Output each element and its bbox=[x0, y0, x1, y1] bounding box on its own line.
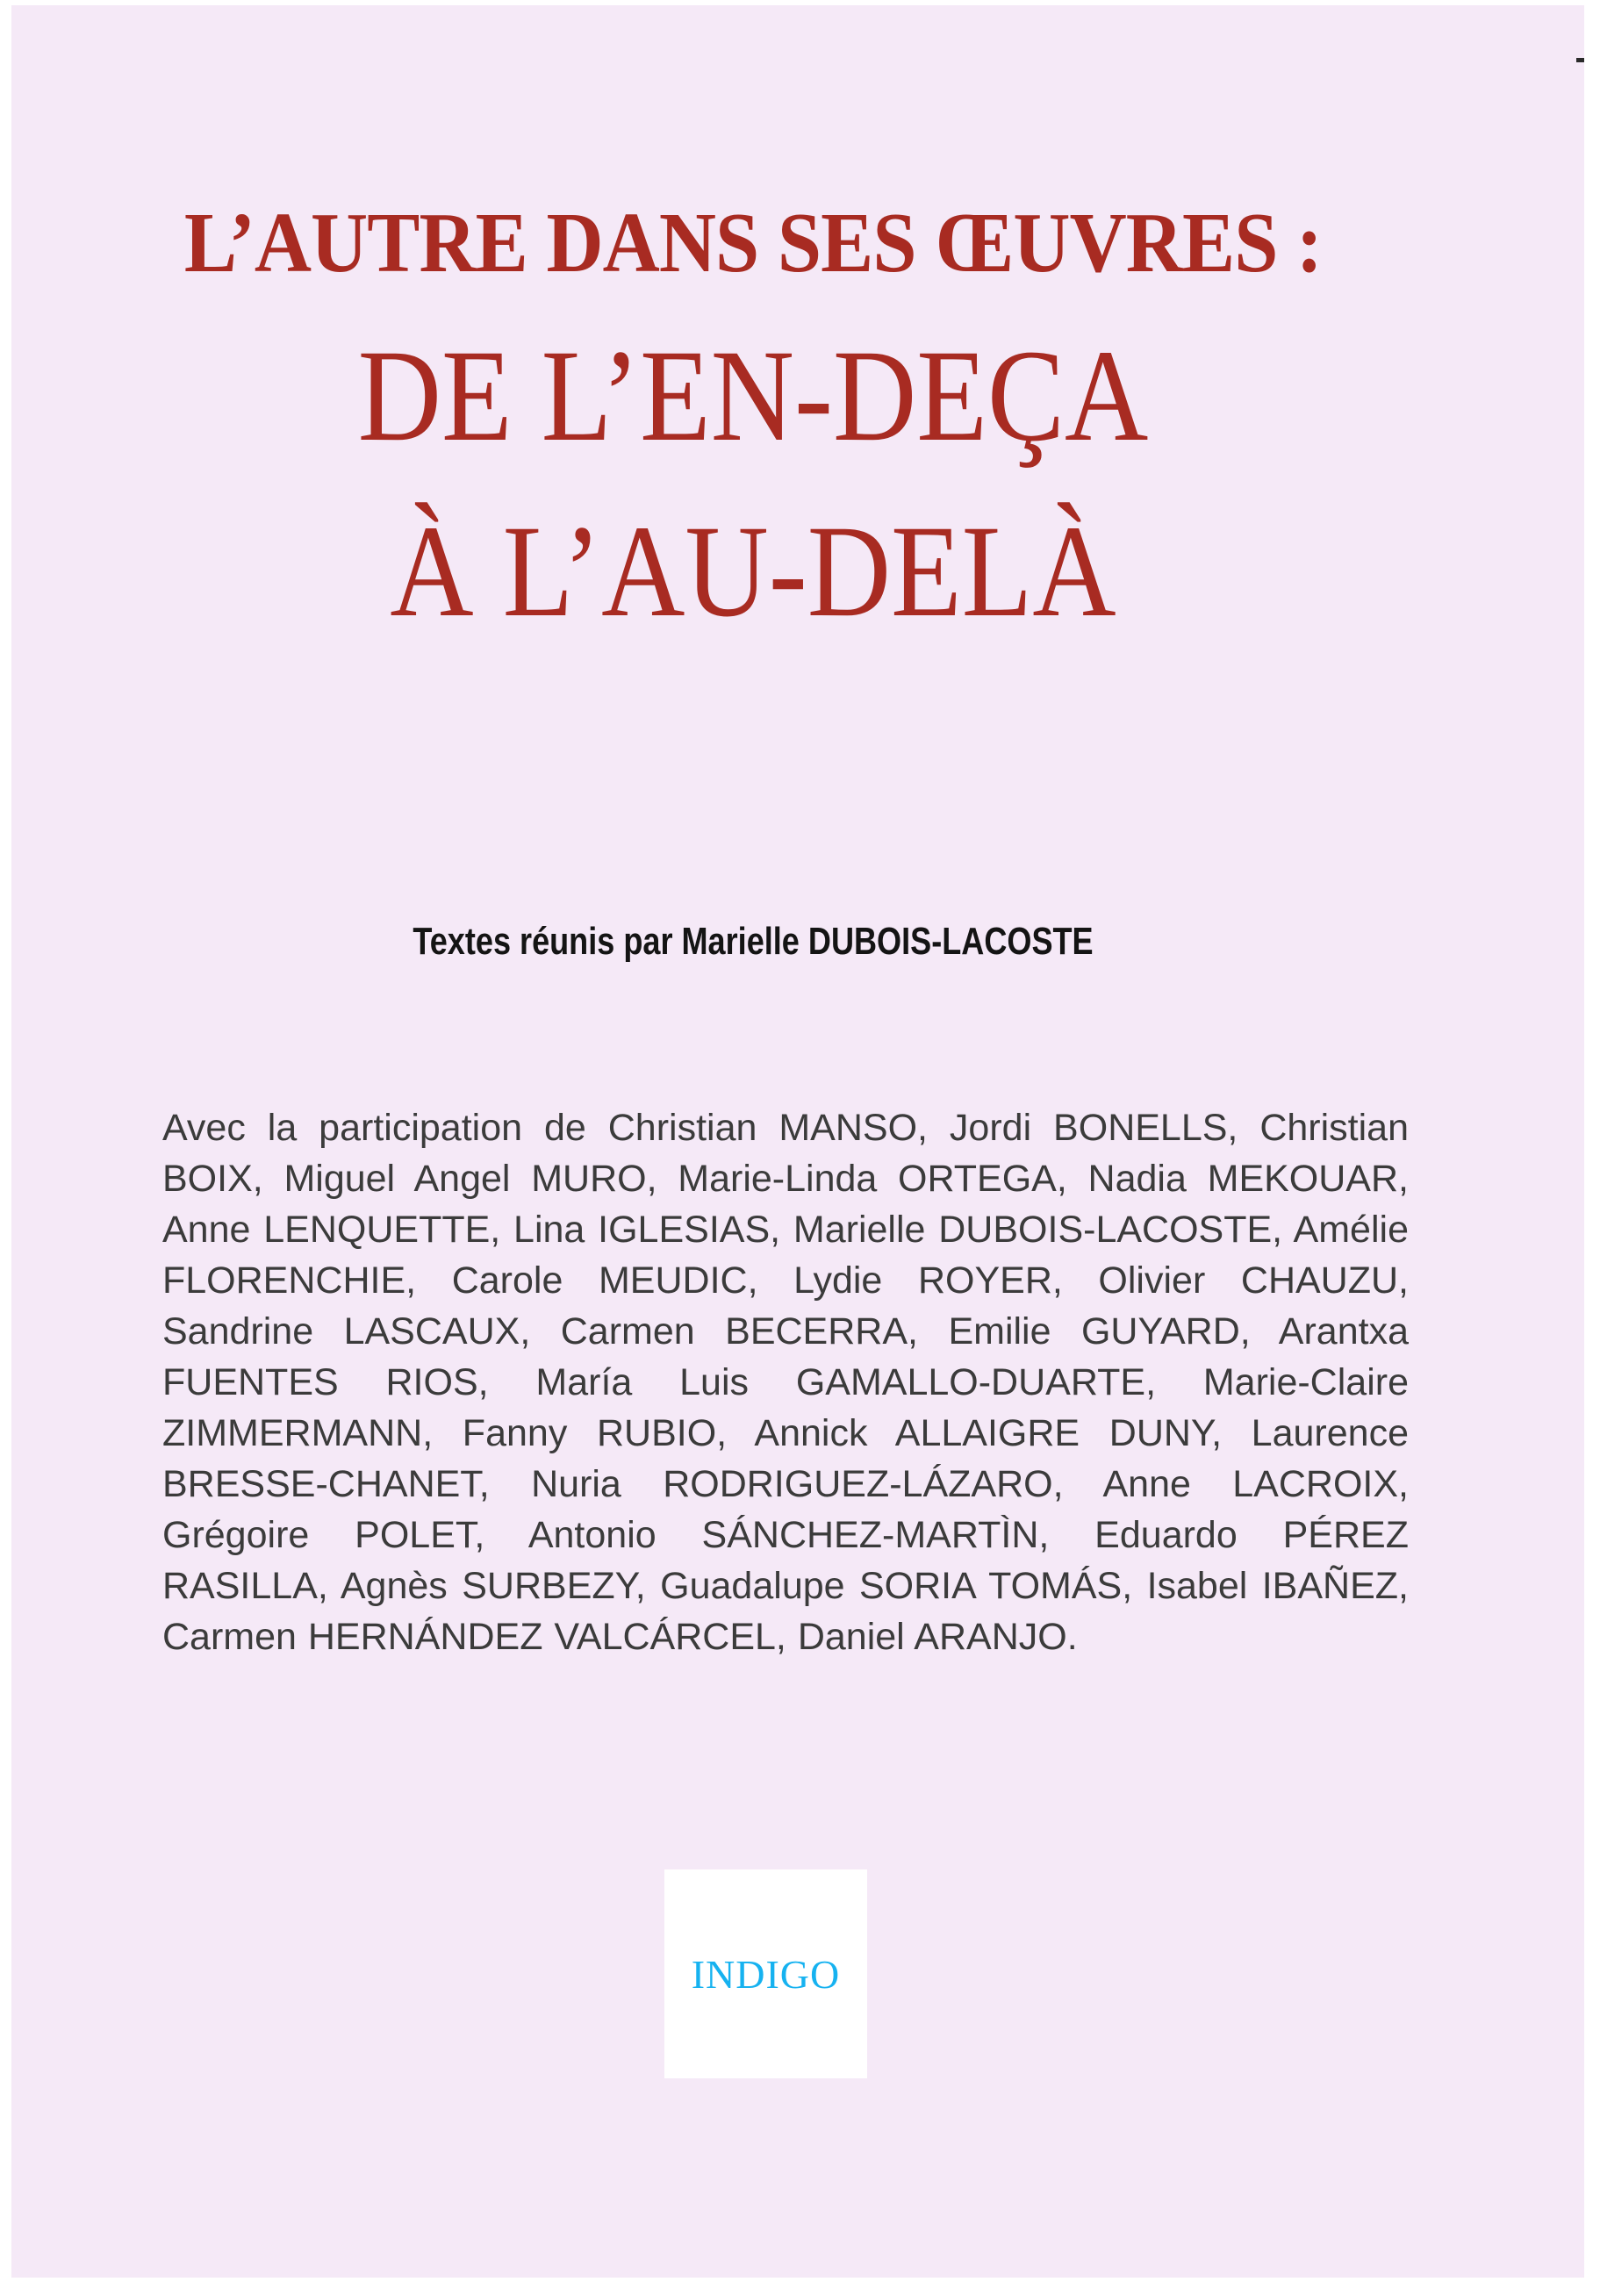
publisher-name: INDIGO bbox=[691, 1951, 841, 1997]
contributors-list: Avec la participation de Christian MANSO, Jordi BONELLS, Christian BOIX, Miguel Angel MURO, Marie-Linda ORTEGA, Nadia MEKOUAR, Anne LENQUETTE, Lina IGLESIAS, Marielle DUBOIS-LACOSTE, Amélie FLORENCHIE, Carole MEUDIC, Lydie ROYER, Olivier CHAUZU, Sandrine LASCAUX, Carmen BECERRA, Emilie GUYARD, Arantxa FUENTES RIOS, María Luis GAMALLO-DUARTE, Marie-Claire ZIMMERMANN, Fanny RUBIO, Annick ALLAIGRE DUNY, Laurence BRESSE-CHANET, Nuria RODRIGUEZ-LÁZARO, Anne LACROIX, Grégoire POLET, Antonio SÁNCHEZ-MARTÌN, Eduardo PÉREZ RASILLA, Agnès SURBEZY, Guadalupe SORIA TOMÁS, Isabel IBAÑEZ, Carmen HERNÁNDEZ VALCÁRCEL, Daniel ARANJO. bbox=[162, 1107, 1409, 1658]
book-cover-page bbox=[11, 5, 1584, 2278]
title-line-primary: L’AUTRE DANS SES ŒUVRES : bbox=[183, 196, 1323, 291]
publisher-logo bbox=[664, 1869, 867, 2078]
editor-credit: Textes réunis par Marielle DUBOIS-LACOSTE bbox=[413, 920, 1094, 963]
scan-artifact-speck bbox=[1576, 58, 1584, 62]
title-line-secondary: DE L’EN-DEÇA bbox=[357, 323, 1149, 469]
title-line-tertiary: À L’AU-DELÀ bbox=[390, 499, 1116, 644]
